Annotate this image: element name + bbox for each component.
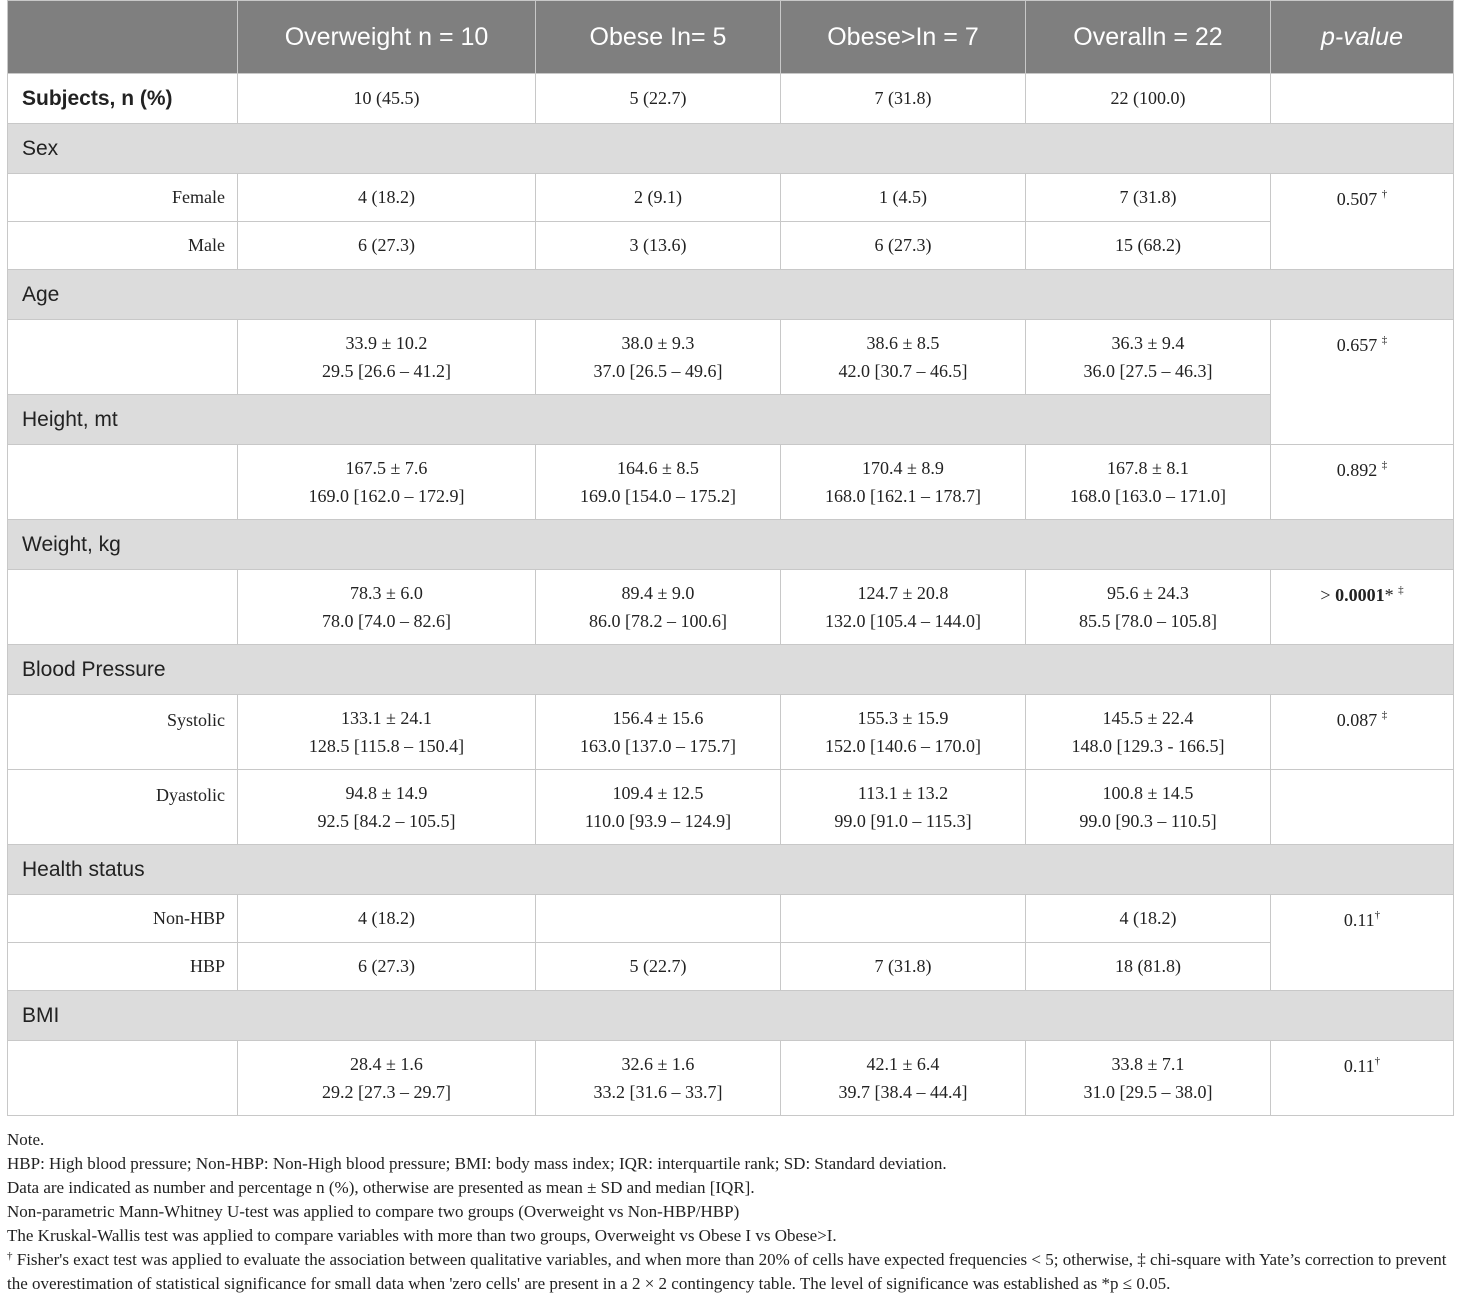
note-abbreviations: HBP: High blood pressure; Non-HBP: Non-High blood pressure; BMI: body mass index; IQR: interquartile rank; SD: Standard deviation. [7, 1154, 947, 1173]
section-bmi [8, 991, 1454, 1041]
cell: 109.4 ± 12.5 110.0 [93.9 – 124.9] [536, 770, 781, 845]
note-data-format: Data are indicated as number and percentage n (%), otherwise are presented as mean ± SD and median [IQR]. [7, 1178, 755, 1197]
table-row [8, 943, 1454, 991]
section-age [8, 270, 1454, 320]
p-value: 0.0001 [1335, 585, 1385, 605]
cell-empty [1271, 770, 1454, 845]
p-value: 0.11 [1343, 1056, 1375, 1076]
row-label-empty [8, 320, 238, 395]
row-label: Male [8, 222, 238, 270]
cell: 28.4 ± 1.6 29.2 [27.3 – 29.7] [238, 1041, 536, 1116]
cell: 133.1 ± 24.1 128.5 [115.8 – 150.4] [238, 695, 536, 770]
subjects-row [8, 74, 1454, 124]
section-weight [8, 520, 1454, 570]
cell: 33.9 ± 10.2 29.5 [26.6 – 41.2] [238, 320, 536, 395]
p-value: 0.507 [1336, 189, 1378, 209]
section-title: Age [8, 270, 1454, 320]
cell: 78.3 ± 6.0 78.0 [74.0 – 82.6] [238, 570, 536, 645]
row-label-empty [8, 570, 238, 645]
cell: 4 (18.2) [238, 895, 536, 943]
table-row [8, 1041, 1454, 1116]
row-label: Systolic [8, 695, 238, 770]
cell: 38.0 ± 9.3 37.0 [26.5 – 49.6] [536, 320, 781, 395]
cell: 15 (68.2) [1026, 222, 1271, 270]
footnote-mark: † [7, 1250, 13, 1262]
header-row [8, 1, 1454, 74]
header-empty [8, 1, 238, 74]
footnote-mark: † [1374, 909, 1381, 921]
row-label: Subjects, n (%) [8, 74, 238, 124]
cell: 36.3 ± 9.4 36.0 [27.5 – 46.3] [1026, 320, 1271, 395]
p-value-cell [1271, 445, 1454, 520]
cell: 6 (27.3) [238, 222, 536, 270]
p-value: 0.11 [1343, 910, 1375, 930]
section-sex [8, 124, 1454, 174]
table-row [8, 320, 1454, 395]
table-row [8, 570, 1454, 645]
footnote-mark: ‡ [1398, 584, 1404, 596]
header-obese-gt-i: Obese>In = 7 [781, 1, 1026, 74]
row-label-empty [8, 445, 238, 520]
cell: 156.4 ± 15.6 163.0 [137.0 – 175.7] [536, 695, 781, 770]
cell: 94.8 ± 14.9 92.5 [84.2 – 105.5] [238, 770, 536, 845]
cell: 170.4 ± 8.9 168.0 [162.1 – 178.7] [781, 445, 1026, 520]
table-row [8, 695, 1454, 770]
header-obese-i: Obese In= 5 [536, 1, 781, 74]
p-value-cell [1271, 895, 1454, 991]
cell: 167.8 ± 8.1 168.0 [163.0 – 171.0] [1026, 445, 1271, 520]
section-height [8, 395, 1454, 445]
cell: 4 (18.2) [1026, 895, 1271, 943]
cell-empty [781, 895, 1026, 943]
row-label: Female [8, 174, 238, 222]
cell: 89.4 ± 9.0 86.0 [78.2 – 100.6] [536, 570, 781, 645]
p-value-cell [1271, 1041, 1454, 1116]
cell-empty [1271, 74, 1454, 124]
cell-empty [536, 895, 781, 943]
cell: 100.8 ± 14.5 99.0 [90.3 – 110.5] [1026, 770, 1271, 845]
cell: 155.3 ± 15.9 152.0 [140.6 – 170.0] [781, 695, 1026, 770]
footnote-mark: ‡ [1381, 459, 1388, 471]
row-label: Non-HBP [8, 895, 238, 943]
cell: 113.1 ± 13.2 99.0 [91.0 – 115.3] [781, 770, 1026, 845]
cell: 7 (31.8) [781, 943, 1026, 991]
p-value: 0.657 [1336, 335, 1378, 355]
cell: 33.8 ± 7.1 31.0 [29.5 – 38.0] [1026, 1041, 1271, 1116]
row-label-empty [8, 1041, 238, 1116]
section-health-status [8, 845, 1454, 895]
section-blood-pressure [8, 645, 1454, 695]
cell: 4 (18.2) [238, 174, 536, 222]
table-row [8, 770, 1454, 845]
cell: 164.6 ± 8.5 169.0 [154.0 – 175.2] [536, 445, 781, 520]
header-p-value: p-value [1271, 1, 1454, 74]
cell: 18 (81.8) [1026, 943, 1271, 991]
cell: 38.6 ± 8.5 42.0 [30.7 – 46.5] [781, 320, 1026, 395]
section-title: Height, mt [8, 395, 1271, 445]
cell: 7 (31.8) [781, 74, 1026, 124]
table-row [8, 895, 1454, 943]
cell: 3 (13.6) [536, 222, 781, 270]
cell: 32.6 ± 1.6 33.2 [31.6 – 33.7] [536, 1041, 781, 1116]
table-notes [7, 1128, 1457, 1296]
cell: 6 (27.3) [238, 943, 536, 991]
cell: 1 (4.5) [781, 174, 1026, 222]
row-label: HBP [8, 943, 238, 991]
note-title: Note. [7, 1130, 45, 1149]
section-title: Sex [8, 124, 1454, 174]
section-title: BMI [8, 991, 1454, 1041]
header-overall: Overalln = 22 [1026, 1, 1271, 74]
table-row [8, 174, 1454, 222]
p-value-cell [1271, 695, 1454, 770]
cell: 2 (9.1) [536, 174, 781, 222]
p-value: 0.892 [1336, 460, 1378, 480]
table-row [8, 222, 1454, 270]
cell: 22 (100.0) [1026, 74, 1271, 124]
p-value-cell [1271, 174, 1454, 270]
note-mann-whitney: Non-parametric Mann-Whitney U-test was applied to compare two groups (Overweight vs Non-HBP/HBP) [7, 1202, 740, 1221]
section-title: Health status [8, 845, 1454, 895]
p-value-cell: > 0.0001* ‡ [1271, 570, 1454, 645]
row-label: Dyastolic [8, 770, 238, 845]
footnote-mark: † [1381, 188, 1388, 200]
footnote-mark: ‡ [1381, 709, 1388, 721]
cell: 5 (22.7) [536, 943, 781, 991]
cell: 10 (45.5) [238, 74, 536, 124]
note-fisher: † Fisher's exact test was applied to evaluate the association between qualitative variables, and when more than 20% of cells have expected frequencies < 5; otherwise, ‡ chi-square with Yate’s correction to prevent the overestimation of statistical significance for small data when 'zero cells' are present in a 2 × 2 contingency table. The level of significance was established as *p ≤ 0.05. [7, 1250, 1447, 1293]
p-value: 0.087 [1336, 710, 1378, 730]
baseline-characteristics-table [7, 0, 1454, 1116]
cell: 7 (31.8) [1026, 174, 1271, 222]
table-row [8, 445, 1454, 520]
cell: 145.5 ± 22.4 148.0 [129.3 - 166.5] [1026, 695, 1271, 770]
header-overweight: Overweight n = 10 [238, 1, 536, 74]
cell: 42.1 ± 6.4 39.7 [38.4 – 44.4] [781, 1041, 1026, 1116]
note-kruskal-wallis: The Kruskal-Wallis test was applied to compare variables with more than two groups, Overweight vs Obese I vs Obese>I. [7, 1226, 837, 1245]
cell: 167.5 ± 7.6 169.0 [162.0 – 172.9] [238, 445, 536, 520]
section-title: Weight, kg [8, 520, 1454, 570]
p-value-cell [1271, 320, 1454, 445]
cell: 5 (22.7) [536, 74, 781, 124]
cell: 95.6 ± 24.3 85.5 [78.0 – 105.8] [1026, 570, 1271, 645]
footnote-mark: † [1374, 1055, 1381, 1067]
cell: 124.7 ± 20.8 132.0 [105.4 – 144.0] [781, 570, 1026, 645]
section-title: Blood Pressure [8, 645, 1454, 695]
cell: 6 (27.3) [781, 222, 1026, 270]
footnote-mark: ‡ [1381, 334, 1388, 346]
